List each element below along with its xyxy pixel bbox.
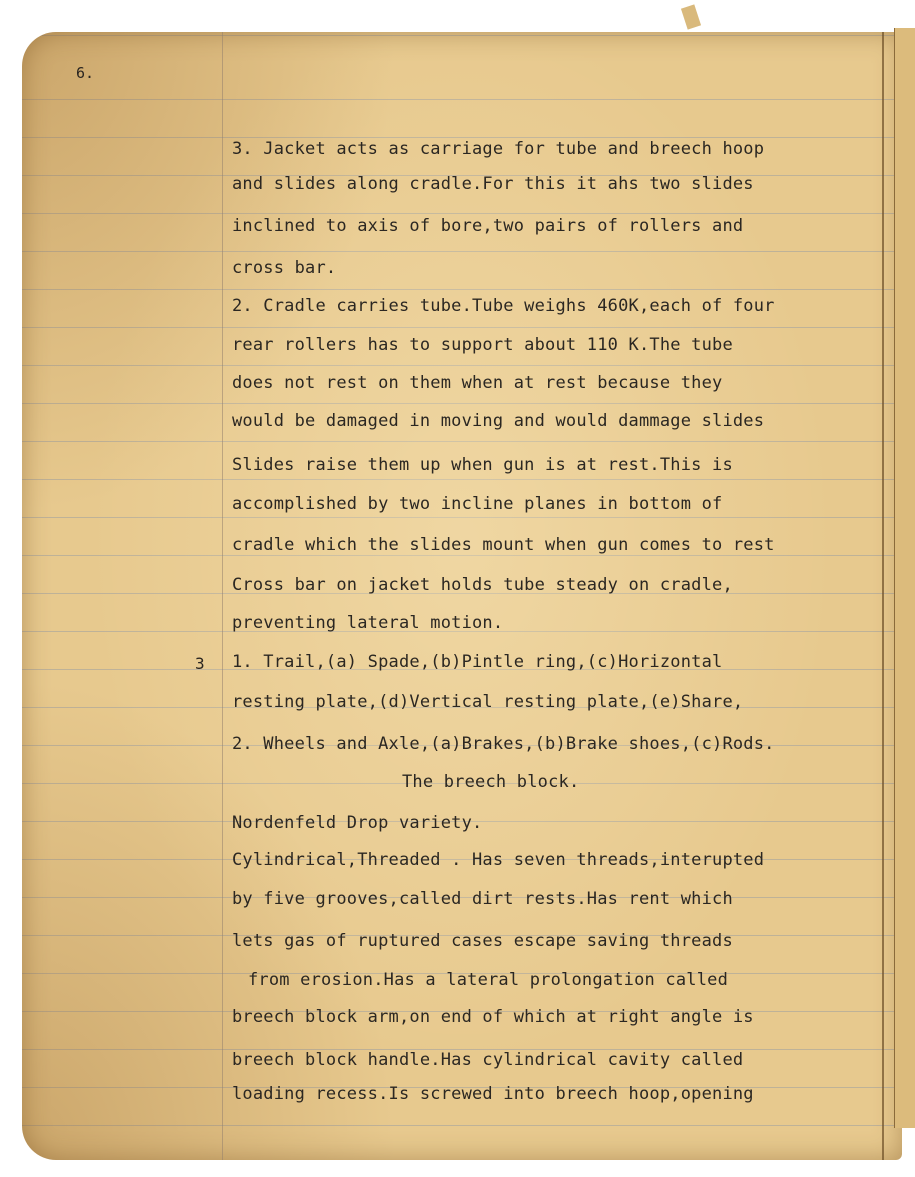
text-line: would be damaged in moving and would dammage slides — [232, 411, 765, 431]
text-line: by five grooves,called dirt rests.Has rent which — [232, 889, 733, 909]
margin-rule — [222, 32, 223, 1160]
text-line: loading recess.Is screwed into breech hoop,opening — [232, 1084, 754, 1104]
facing-page-edge — [894, 28, 915, 1128]
text-line: Slides raise them up when gun is at rest.This is — [232, 455, 733, 475]
text-line: rear rollers has to support about 110 K.The tube — [232, 335, 733, 355]
text-line: lets gas of ruptured cases escape saving threads — [232, 931, 733, 951]
text-line: and slides along cradle.For this it ahs two slides — [232, 174, 754, 194]
text-line: Cross bar on jacket holds tube steady on cradle, — [232, 575, 733, 595]
text-line: Nordenfeld Drop variety. — [232, 813, 483, 833]
text-line: breech block arm,on end of which at right angle is — [232, 1007, 754, 1027]
text-line: 1. Trail,(a) Spade,(b)Pintle ring,(c)Horizontal — [232, 652, 723, 672]
text-line: preventing lateral motion. — [232, 613, 504, 633]
text-line: resting plate,(d)Vertical resting plate,(e)Share, — [232, 692, 744, 712]
text-line: Cylindrical,Threaded . Has seven threads,interupted — [232, 850, 765, 870]
page-number: 6. — [76, 64, 95, 82]
section-heading: The breech block. — [402, 772, 580, 792]
margin-section-number: 3 — [195, 654, 205, 673]
text-line: from erosion.Has a lateral prolongation called — [248, 970, 729, 990]
text-line: cradle which the slides mount when gun comes to rest — [232, 535, 775, 555]
text-line: 3. Jacket acts as carriage for tube and breech hoop — [232, 139, 765, 159]
text-line: accomplished by two incline planes in bottom of — [232, 494, 723, 514]
text-line: does not rest on them when at rest because they — [232, 373, 723, 393]
text-line: breech block handle.Has cylindrical cavity called — [232, 1050, 744, 1070]
paper-tab — [681, 4, 701, 29]
notebook-page — [22, 32, 902, 1160]
text-line: 2. Wheels and Axle,(a)Brakes,(b)Brake shoes,(c)Rods. — [232, 734, 775, 754]
text-line: cross bar. — [232, 258, 337, 278]
text-line: 2. Cradle carries tube.Tube weighs 460K,each of four — [232, 296, 775, 316]
text-line: inclined to axis of bore,two pairs of rollers and — [232, 216, 744, 236]
page-spine — [882, 32, 884, 1160]
